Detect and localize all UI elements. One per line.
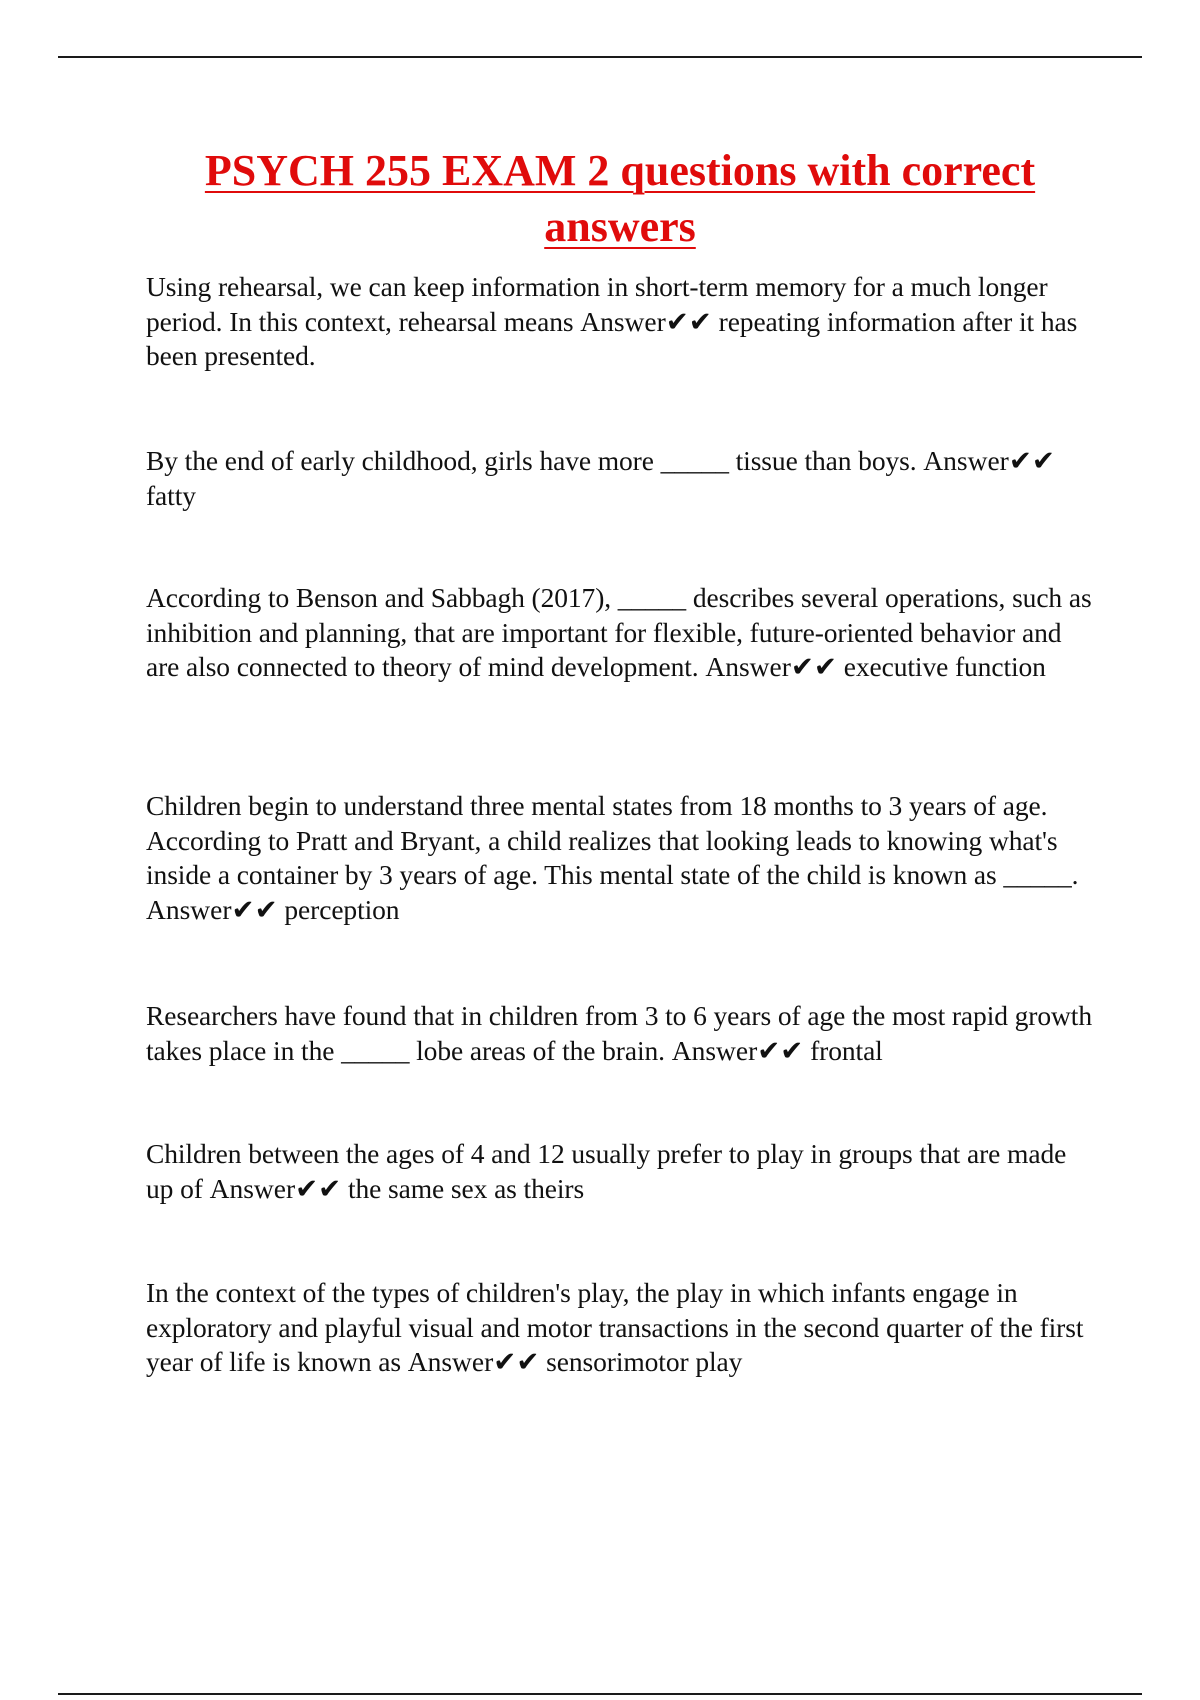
qa-item-4 [146,789,1096,927]
document-title: PSYCH 255 EXAM 2 questions with correct answers [204,146,1036,251]
answer-text: frontal [810,1034,883,1066]
answer-label: Answer✔✔ [705,651,837,682]
qa-item-7 [146,1276,1096,1380]
answer-text: perception [284,893,400,925]
qa-item-5 [146,999,1096,1068]
answer-text: fatty [146,479,196,511]
answer-label: Answer✔✔ [146,893,278,925]
question-text: Researchers have found that in children from 3 to 6 years of age the most rapid growth takes place in the _____ lobe areas of the brain. [146,1000,1092,1066]
question-text: By the end of early childhood, girls have more _____ tissue than boys. [146,445,917,476]
answer-label: Answer✔✔ [209,1172,342,1204]
qa-item-2 [146,444,1096,513]
qa-item-1 [146,270,1096,374]
top-rule [58,56,1142,58]
question-text: Children begin to understand three mental states from 18 months to 3 years of age. According to Pratt and Bryant, a child realizes that looking leads to knowing what's inside a container by 3 years of age. This mental state of the child is known as _____. [146,790,1079,890]
bottom-rule [58,1693,1142,1695]
qa-item-6 [146,1137,1096,1206]
question-text: According to Benson and Sabbagh (2017), _____ describes several operations, such as inhibition and planning, that are important for flexible, future-oriented behavior and are also connected to theory of mind development. [146,582,1092,682]
answer-text: the same sex as theirs [347,1172,585,1204]
answer-label: Answer✔✔ [580,305,712,337]
question-text: Using rehearsal, we can keep information in short-term memory for a much longer period. In this context, rehearsal means [146,271,1048,337]
qa-item-3 [146,581,1096,685]
answer-text: sensorimotor play [546,1346,743,1377]
answer-label: Answer✔✔ [671,1034,804,1066]
answer-text: repeating information after it has been presented. [146,305,1078,371]
answer-label: Answer✔✔ [923,445,1055,476]
answer-label: Answer✔✔ [407,1346,540,1377]
answer-text: executive function [843,651,1046,682]
question-text: In the context of the types of children's play, the play in which infants engage in exploratory and playful visual and motor transactions in the second quarter of the first year of life is known as [146,1277,1084,1377]
question-text: Children between the ages of 4 and 12 usually prefer to play in groups that are made up of [146,1138,1067,1204]
